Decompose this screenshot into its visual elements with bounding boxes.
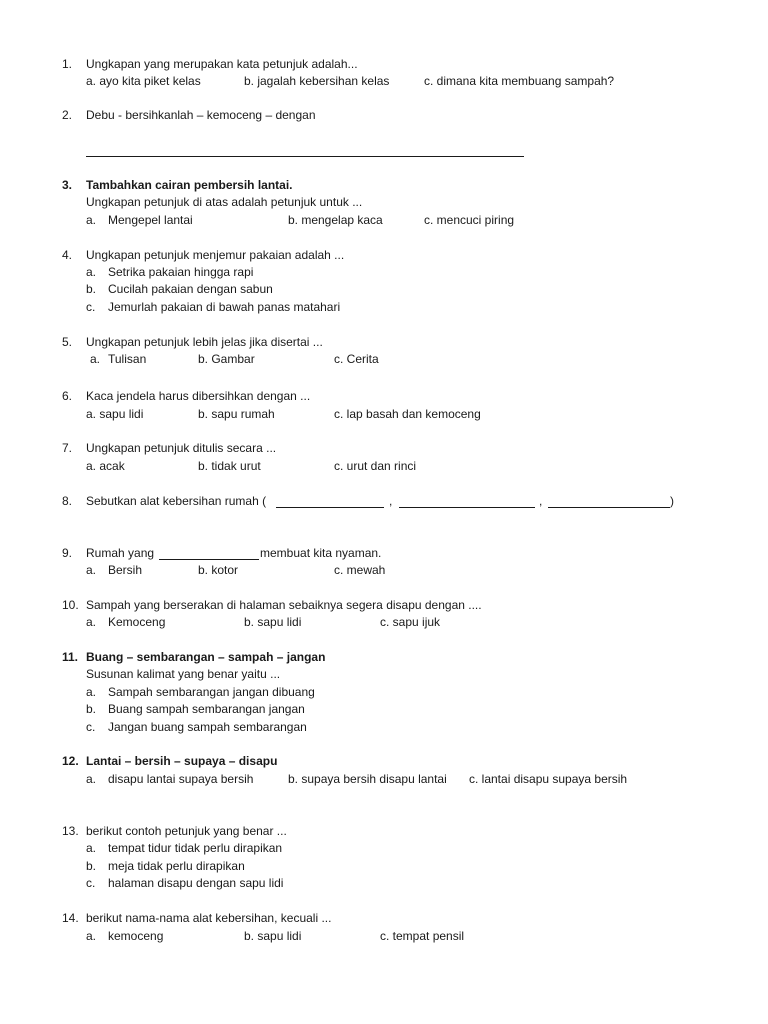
- q14-option-a: kemoceng: [108, 929, 164, 943]
- q13-option-c-letter: c.: [86, 876, 96, 890]
- q1-option-c: c. dimana kita membuang sampah?: [424, 74, 615, 88]
- q7-option-a: a. acak: [86, 459, 125, 473]
- q13-number: 13.: [62, 824, 79, 838]
- q8-answer-line-3[interactable]: [548, 507, 670, 508]
- q8-answer-line-1[interactable]: [276, 507, 384, 508]
- q7-option-b: b. tidak urut: [198, 459, 261, 473]
- q10-option-b: b. sapu lidi: [244, 615, 302, 629]
- q9-option-a: Bersih: [108, 563, 143, 577]
- q12-text: Lantai – bersih – supaya – disapu: [86, 754, 278, 768]
- q6-option-a: a. sapu lidi: [86, 407, 144, 421]
- q6-number: 6.: [62, 389, 73, 403]
- q12-option-b: b. supaya bersih disapu lantai: [288, 772, 447, 786]
- q8-answer-line-2[interactable]: [399, 507, 535, 508]
- q10-number: 10.: [62, 598, 79, 612]
- q10-text: Sampah yang berserakan di halaman sebaiknya segera disapu dengan ....: [86, 598, 482, 612]
- q13-text: berikut contoh petunjuk yang benar ...: [86, 824, 287, 838]
- q14-number: 14.: [62, 911, 79, 925]
- q13-option-a-letter: a.: [86, 841, 97, 855]
- q8-comma-1: ,: [389, 494, 393, 508]
- q4-option-a: Setrika pakaian hingga rapi: [108, 265, 254, 279]
- q14-option-c: c. tempat pensil: [380, 929, 465, 943]
- q8-text: Sebutkan alat kebersihan rumah (: [86, 494, 267, 508]
- q6-text: Kaca jendela harus dibersihkan dengan ...: [86, 389, 311, 403]
- q9-option-c: c. mewah: [334, 563, 386, 577]
- q5-option-c: c. Cerita: [334, 352, 379, 366]
- q4-option-c-letter: c.: [86, 300, 96, 314]
- q2-answer-line[interactable]: [86, 156, 524, 157]
- q8-comma-2: ,: [539, 494, 543, 508]
- q12-option-a-letter: a.: [86, 772, 97, 786]
- q8-close-paren: ): [670, 494, 674, 508]
- q4-option-b-letter: b.: [86, 282, 97, 296]
- q12-option-c: c. lantai disapu supaya bersih: [469, 772, 628, 786]
- q3-option-a-letter: a.: [86, 213, 97, 227]
- q2-text: Debu - bersihkanlah – kemoceng – dengan: [86, 108, 316, 122]
- q9-text: Rumah yang: [86, 546, 155, 560]
- q11-option-c-letter: c.: [86, 720, 96, 734]
- q11-option-a-letter: a.: [86, 685, 97, 699]
- q13-option-b-letter: b.: [86, 859, 97, 873]
- q5-number: 5.: [62, 335, 73, 349]
- q10-option-a: Kemoceng: [108, 615, 166, 629]
- q14-text: berikut nama-nama alat kebersihan, kecuali ...: [86, 911, 332, 925]
- q4-option-a-letter: a.: [86, 265, 97, 279]
- q5-option-a: Tulisan: [108, 352, 147, 366]
- q3-number: 3.: [62, 178, 73, 192]
- q11-option-c: Jangan buang sampah sembarangan: [108, 720, 307, 734]
- q11-text: Buang – sembarangan – sampah – jangan: [86, 650, 326, 664]
- q5-option-a-letter: a.: [90, 352, 101, 366]
- q3-subtext: Ungkapan petunjuk di atas adalah petunjuk untuk ...: [86, 195, 363, 209]
- q12-option-a: disapu lantai supaya bersih: [108, 772, 254, 786]
- q5-option-b: b. Gambar: [198, 352, 255, 366]
- q6-option-b: b. sapu rumah: [198, 407, 275, 421]
- q2-number: 2.: [62, 108, 73, 122]
- q9-option-b: b. kotor: [198, 563, 239, 577]
- q14-option-b: b. sapu lidi: [244, 929, 302, 943]
- q11-number: 11.: [62, 650, 79, 664]
- q1-text: Ungkapan yang merupakan kata petunjuk adalah...: [86, 57, 358, 71]
- q1-option-a: a. ayo kita piket kelas: [86, 74, 201, 88]
- q6-option-c: c. lap basah dan kemoceng: [334, 407, 481, 421]
- q4-number: 4.: [62, 248, 73, 262]
- q11-option-b: Buang sampah sembarangan jangan: [108, 702, 305, 716]
- q13-option-b: meja tidak perlu dirapikan: [108, 859, 245, 873]
- q4-option-b: Cucilah pakaian dengan sabun: [108, 282, 273, 296]
- q9-option-a-letter: a.: [86, 563, 97, 577]
- q9-number: 9.: [62, 546, 73, 560]
- q5-text: Ungkapan petunjuk lebih jelas jika disertai ...: [86, 335, 323, 349]
- q10-option-a-letter: a.: [86, 615, 97, 629]
- q4-option-c: Jemurlah pakaian di bawah panas matahari: [108, 300, 341, 314]
- q8-number: 8.: [62, 494, 73, 508]
- q7-number: 7.: [62, 441, 73, 455]
- q9-text-after: membuat kita nyaman.: [260, 546, 382, 560]
- q1-option-b: b. jagalah kebersihan kelas: [244, 74, 390, 88]
- q14-option-a-letter: a.: [86, 929, 97, 943]
- q12-number: 12.: [62, 754, 79, 768]
- q9-answer-line[interactable]: [159, 559, 259, 560]
- q13-option-a: tempat tidur tidak perlu dirapikan: [108, 841, 283, 855]
- q3-option-a: Mengepel lantai: [108, 213, 193, 227]
- q4-text: Ungkapan petunjuk menjemur pakaian adalah ...: [86, 248, 345, 262]
- q3-option-b: b. mengelap kaca: [288, 213, 383, 227]
- q10-option-c: c. sapu ijuk: [380, 615, 441, 629]
- q11-option-b-letter: b.: [86, 702, 97, 716]
- q7-option-c: c. urut dan rinci: [334, 459, 417, 473]
- q1-number: 1.: [62, 57, 73, 71]
- q11-subtext: Susunan kalimat yang benar yaitu ...: [86, 667, 281, 681]
- q7-text: Ungkapan petunjuk ditulis secara ...: [86, 441, 277, 455]
- q13-option-c: halaman disapu dengan sapu lidi: [108, 876, 284, 890]
- q3-option-c: c. mencuci piring: [424, 213, 515, 227]
- q3-text: Tambahkan cairan pembersih lantai.: [86, 178, 293, 192]
- q11-option-a: Sampah sembarangan jangan dibuang: [108, 685, 315, 699]
